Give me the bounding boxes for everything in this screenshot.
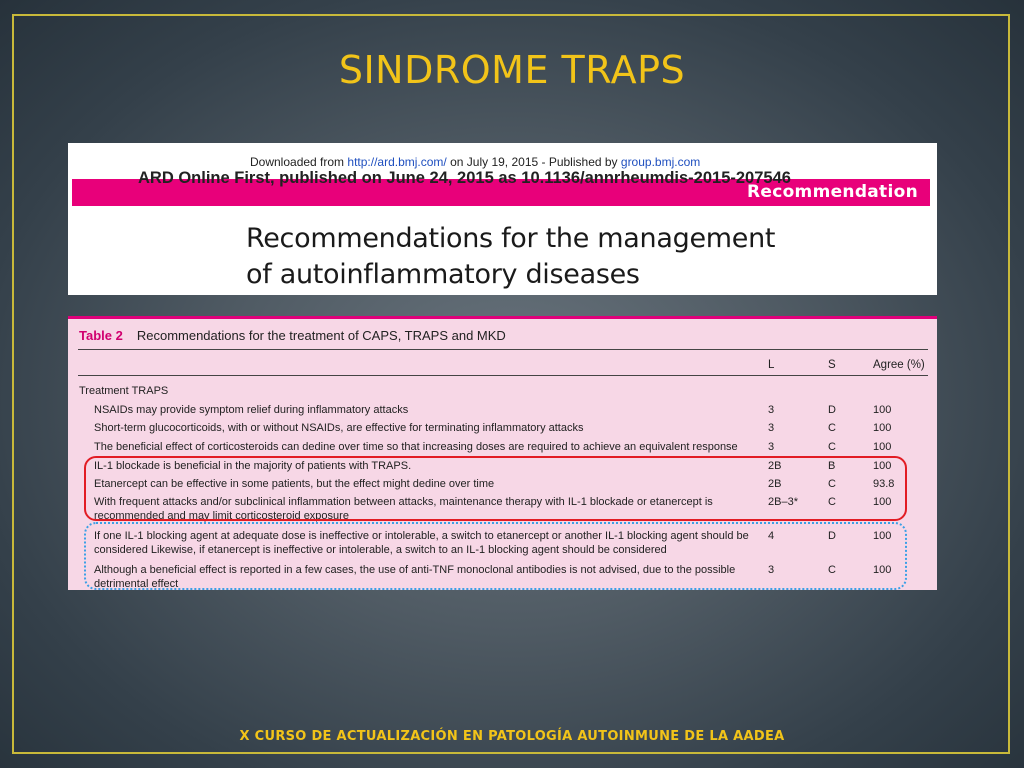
row-level: 3 bbox=[768, 422, 775, 434]
row-level: 2B–3* bbox=[768, 496, 798, 508]
row-level: 3 bbox=[768, 404, 775, 416]
paper-title-line-1: Recommendations for the management bbox=[246, 223, 776, 254]
row-text: Although a beneficial effect is reported in a few cases, the use of anti-TNF monoclonal antibodies is not advised, due to the possible detrimental effect bbox=[94, 564, 736, 590]
table-caption bbox=[79, 328, 506, 343]
ard-online-first-line: ARD Online First, published on June 24, 2015 as 10.1136/annrheumdis-2015-207546 bbox=[138, 169, 791, 187]
row-text: With frequent attacks and/or subclinical inflammation between attacks, maintenance therapy with IL-1 blockade or etanercept is recommended and may limit corticosteroid exposure bbox=[94, 496, 713, 522]
paper-title-line-2: of autoinflammatory diseases bbox=[246, 259, 640, 290]
row-strength: C bbox=[828, 564, 836, 576]
downloaded-line bbox=[250, 155, 700, 169]
row-agree: 100 bbox=[873, 404, 892, 416]
column-header-l: L bbox=[768, 359, 775, 371]
row-level: 4 bbox=[768, 530, 775, 542]
row-text: The beneficial effect of corticosteroids can dedine over time so that increasing doses are required to achieve an equivalent response bbox=[94, 441, 738, 453]
section-heading: Treatment TRAPS bbox=[79, 385, 169, 397]
paper-title bbox=[246, 221, 775, 293]
highlight-blue-dotted-box bbox=[84, 522, 907, 590]
table-rule-top bbox=[78, 349, 928, 350]
row-agree: 100 bbox=[873, 496, 892, 508]
downloaded-middle: on July 19, 2015 - Published by bbox=[446, 155, 621, 169]
highlight-red-box bbox=[84, 456, 907, 521]
row-strength: C bbox=[828, 478, 836, 490]
row-agree: 93.8 bbox=[873, 478, 895, 490]
row-level: 2B bbox=[768, 460, 782, 472]
row-strength: B bbox=[828, 460, 836, 472]
row-strength: D bbox=[828, 530, 836, 542]
downloaded-prefix: Downloaded from bbox=[250, 155, 348, 169]
paper-header-excerpt bbox=[68, 143, 937, 295]
row-level: 3 bbox=[768, 564, 775, 576]
column-header-s: S bbox=[828, 359, 836, 371]
row-text: IL-1 blockade is beneficial in the majority of patients with TRAPS. bbox=[94, 460, 412, 472]
group-bmj-link[interactable]: group.bmj.com bbox=[620, 155, 701, 169]
row-level: 2B bbox=[768, 478, 782, 490]
row-level: 3 bbox=[768, 441, 775, 453]
row-strength: C bbox=[828, 441, 836, 453]
row-agree: 100 bbox=[873, 441, 892, 453]
slide-footer: X CURSO DE ACTUALIZACIÓN EN PATOLOGÍA AUTOINMUNE DE LA AADEA bbox=[239, 729, 785, 744]
row-text: Etanercept can be effective in some patients, but the effect might dedine over time bbox=[94, 478, 495, 490]
row-text: NSAIDs may provide symptom relief during inflammatory attacks bbox=[94, 404, 409, 416]
row-agree: 100 bbox=[873, 460, 892, 472]
section-tag: Recommendation bbox=[746, 182, 918, 202]
table-number: Table 2 bbox=[79, 328, 123, 343]
row-strength: D bbox=[828, 404, 836, 416]
slide-title: SINDROME TRAPS bbox=[338, 48, 686, 92]
table-rule-header bbox=[78, 375, 928, 376]
row-text: If one IL-1 blocking agent at adequate dose is ineffective or intolerable, a switch to etanercept or another IL-1 blocking agent should be considered Likewise, if etanercept is ineffective or intolerable, a switch to an IL-1 blocking agent should be considered bbox=[94, 530, 749, 556]
row-strength: C bbox=[828, 422, 836, 434]
row-agree: 100 bbox=[873, 422, 892, 434]
row-agree: 100 bbox=[873, 530, 892, 542]
ard-link[interactable]: http://ard.bmj.com/ bbox=[347, 155, 447, 169]
row-text: Short-term glucocorticoids, with or without NSAIDs, are effective for terminating inflammatory attacks bbox=[94, 422, 584, 434]
column-header-agree: Agree (%) bbox=[873, 359, 925, 371]
table-caption-text: Recommendations for the treatment of CAPS, TRAPS and MKD bbox=[136, 328, 506, 343]
row-agree: 100 bbox=[873, 564, 892, 576]
row-strength: C bbox=[828, 496, 836, 508]
